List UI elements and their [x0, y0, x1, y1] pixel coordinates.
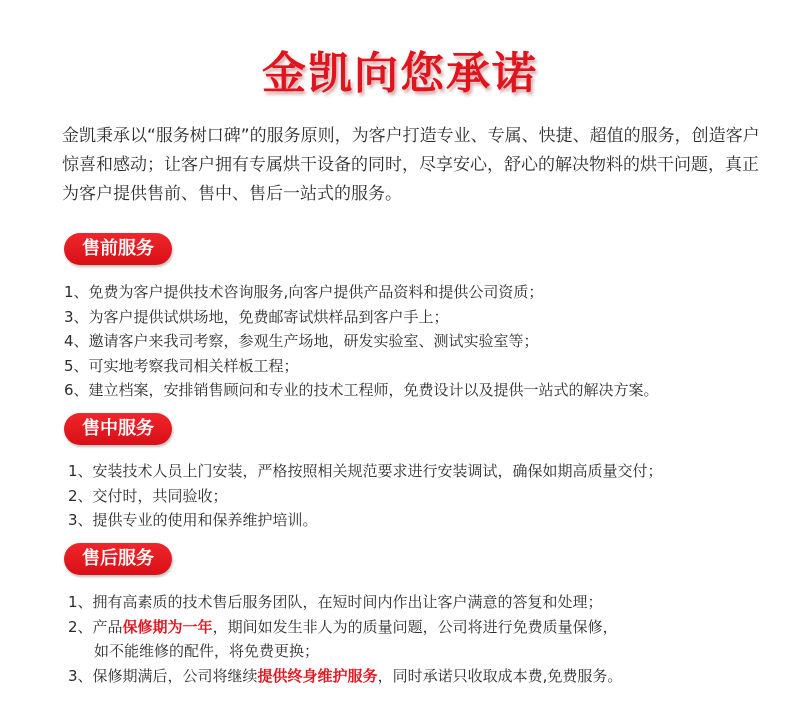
list-item [68, 664, 622, 689]
lifetime-service-highlight: 提供终身维护服务 [257, 666, 378, 685]
list-item: 5、可实地考察我司相关样板工程； [64, 356, 299, 375]
list-item: 3、提供专业的使用和保养维护培训。 [68, 511, 318, 530]
list-item-text: 3、保修期满后，公司将继续 [68, 666, 258, 685]
list-item-text: ，同时承诺只收取成本费,免费服务。 [377, 666, 623, 685]
list-item: 4、邀请客户来我司考察，参观生产场地，研发实验室、测试实验室等； [64, 332, 539, 351]
pre-sale-badge: 售前服务 [64, 233, 172, 265]
list-item: 2、交付时，共同验收； [68, 486, 228, 505]
list-item [68, 615, 622, 640]
list-item-text: 2、产品 [68, 617, 123, 636]
list-item: 3、为客户提供试烘场地，免费邮寄试烘样品到客户手上； [64, 307, 449, 326]
list-item-text: ，期间如发生非人为的质量问题，公司将进行免费质量保修， [212, 617, 618, 636]
list-item-continuation [68, 639, 622, 664]
intro-paragraph: 金凯秉承以“服务树口碑”的服务原则，为客户打造专业、专属、快捷、超值的服务，创造客户惊喜和感动；让客户拥有专属烘干设备的同时，尽享安心，舒心的解决物料的烘干问题，真正为客户提供售前、售中、售后一站式的服务。 [62, 126, 760, 204]
pre-sale-list [64, 280, 659, 403]
list-item: 1、免费为客户提供技术咨询服务,向客户提供产品资料和提供公司资质； [64, 283, 544, 301]
after-sale-list [68, 590, 622, 688]
in-sale-badge: 售中服务 [64, 413, 172, 445]
list-item: 6、建立档案，安排销售顾问和专业的技术工程师，免费设计以及提供一站式的解决方案。 [64, 381, 659, 400]
page-title: 金凯向您承诺 [262, 48, 538, 99]
list-item: 1、拥有高素质的技术售后服务团队，在短时间内作出让客户满意的答复和处理； [68, 593, 603, 611]
warranty-highlight: 保修期为一年 [122, 617, 213, 636]
after-sale-badge: 售后服务 [64, 543, 172, 575]
in-sale-list [68, 459, 663, 533]
list-item-text: 如不能维修的配件，将免费更换； [94, 642, 320, 661]
list-item: 1、安装技术人员上门安装，严格按照相关规范要求进行安装调试，确保如期高质量交付； [68, 462, 663, 480]
